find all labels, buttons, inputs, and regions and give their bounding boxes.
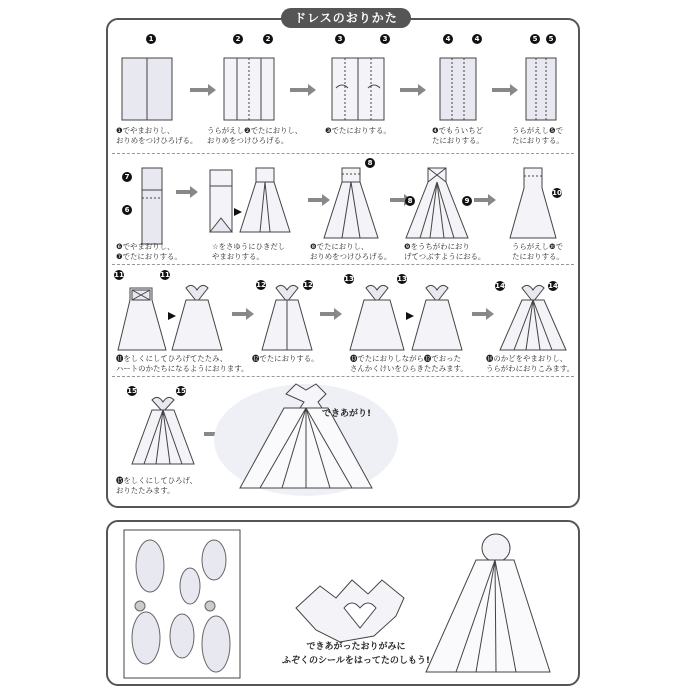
- divider: [112, 153, 574, 154]
- step-caption: ⓮のかどをやまおりし、 うらがわにおりこみます。: [486, 354, 575, 373]
- step-caption: ☆をさゆうにひきだし やまおりする。: [212, 242, 286, 261]
- step-caption: ❻でやまおりし、 ❼でたにおりする。: [116, 242, 182, 261]
- finished-label: できあがり!: [322, 409, 372, 419]
- step-caption: ❾をうちがわにおり げてつぶすようにおる。: [404, 242, 486, 261]
- step-marker: 4: [472, 34, 482, 44]
- bottom-caption-line: できあがったおりがみに: [306, 642, 406, 652]
- step-marker: 3: [335, 34, 345, 44]
- step-marker: 11: [160, 271, 170, 279]
- step-marker: 14: [495, 282, 505, 290]
- step-marker: 11: [114, 271, 124, 279]
- step-marker: 4: [443, 34, 453, 44]
- row1-diagrams: [110, 30, 580, 140]
- step-caption: ⓭でたにおりしながら⓬でおった さんかくけいをひらきたたみます。: [350, 354, 468, 373]
- step-caption: ⓯をしくにしてひろげ、 おりたたみます。: [116, 476, 198, 495]
- step-caption: うらがえし❺で たにおりする。: [512, 126, 564, 145]
- step-caption: うらがえし❿で たにおりする。: [512, 242, 564, 261]
- step-marker: 7: [122, 172, 132, 182]
- step-caption: ❹でもういちど たにおりする。: [432, 126, 484, 145]
- bottom-caption: [236, 640, 476, 668]
- step-caption: ⓫をしくにしてひろげてたたみ、 ハートのかたちになるようにおります。: [116, 354, 249, 373]
- step-marker: 8: [405, 196, 415, 206]
- step-marker: 13: [397, 275, 407, 283]
- step-marker: 1: [146, 34, 156, 44]
- step-marker: 13: [344, 275, 354, 283]
- step-marker: 12: [303, 281, 313, 289]
- step-marker: 9: [462, 196, 472, 206]
- step-marker: 3: [380, 34, 390, 44]
- step-marker: 5: [546, 34, 556, 44]
- step-marker: 2: [263, 34, 273, 44]
- step-marker: 2: [233, 34, 243, 44]
- step-marker: 15: [176, 387, 186, 395]
- step-caption: ❸でたにおりする。: [325, 126, 391, 135]
- bottom-caption-line: ふぞくのシールをはってたのしもう!: [282, 656, 430, 666]
- divider: [112, 264, 574, 265]
- divider: [112, 376, 574, 377]
- step-marker: 5: [530, 34, 540, 44]
- step-marker: 6: [122, 205, 132, 215]
- step-marker: 8: [365, 158, 375, 168]
- step-caption: ⓬でたにおりする。: [252, 354, 319, 363]
- step-marker: 14: [548, 282, 558, 290]
- step-marker: 10: [552, 189, 562, 197]
- step-caption: ❶でやまおりし、 おりめをつけひろげる。: [116, 126, 198, 145]
- row3-diagrams: [110, 270, 580, 360]
- step-marker: 15: [127, 387, 137, 395]
- step-caption: うらがえし❷でたにおりし、 おりめをつけひろげる。: [207, 126, 303, 145]
- step-caption: ❽でたにおりし、 おりめをつけひろげる。: [310, 242, 392, 261]
- page-title: ドレスのおりかた: [281, 8, 411, 28]
- step-marker: 12: [256, 281, 266, 289]
